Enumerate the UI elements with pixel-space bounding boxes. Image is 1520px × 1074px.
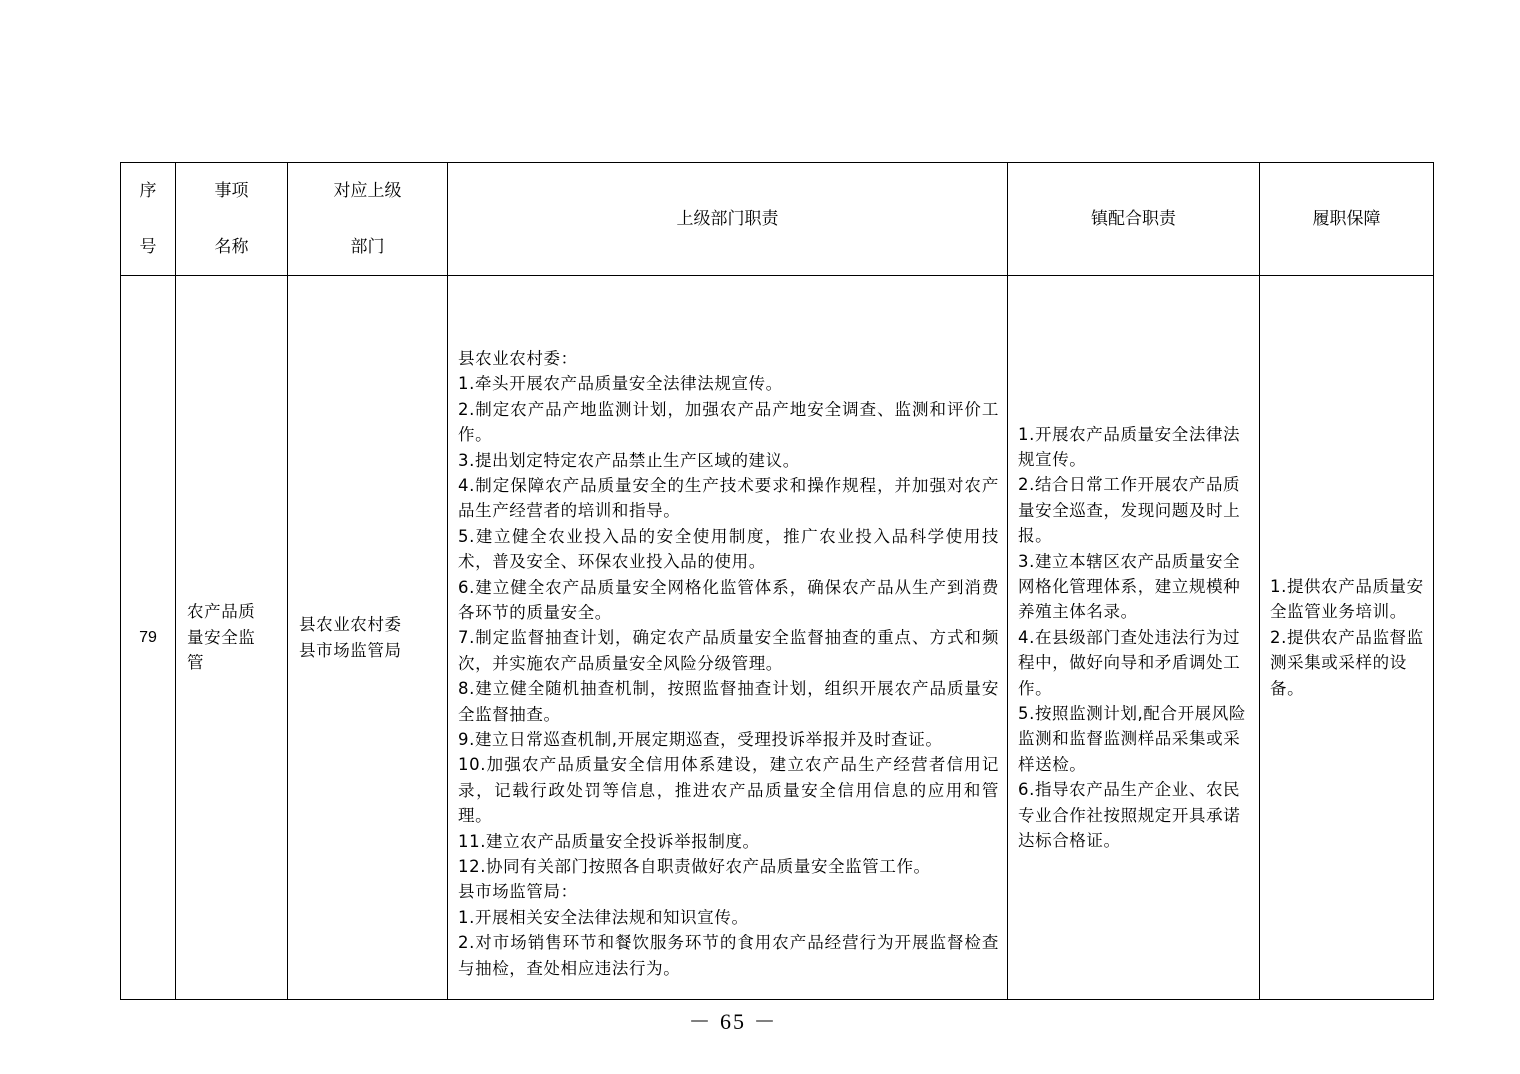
- header-item-line-2: 名称: [214, 237, 249, 257]
- page-number: － 65 －: [688, 1009, 778, 1034]
- dept-line: 县农业农村委: [299, 615, 402, 635]
- header-item-name: [176, 163, 288, 276]
- header-guarantee-label: 履职保障: [1312, 209, 1381, 229]
- town-duty-item: 1.开展农产品质量安全法律法规宣传。: [1018, 424, 1241, 469]
- town-duty-item: 6.指导农产品生产企业、农民专业合作社按照规定开具承诺达标合格证。: [1018, 780, 1241, 851]
- dept-line: 县市场监管局: [299, 640, 402, 660]
- upper-duty-item: 9.建立日常巡查机制,开展定期巡查，受理投诉举报并及时查证。: [458, 730, 943, 750]
- row-guarantees: [1260, 276, 1434, 1000]
- upper-duty-item: 12.协同有关部门按照各自职责做好农产品质量安全监管工作。: [458, 857, 931, 877]
- upper-duty-item: 6.建立健全农产品质量安全网格化监管体系，确保农产品从生产到消费各环节的质量安全。: [458, 577, 999, 622]
- guarantee-item: 2.提供农产品监督监测采集或采样的设备。: [1270, 627, 1424, 698]
- upper-duty-item: 7.制定监督抽查计划，确定农产品质量安全监督抽查的重点、方式和频次，并实施农产品质量安全风险分级管理。: [458, 628, 999, 673]
- row-seq: 79: [121, 276, 176, 1000]
- upper-duty-item: 2.制定农产品产地监测计划，加强农产品产地安全调查、监测和评价工作。: [458, 399, 999, 445]
- guarantee-item: 1.提供农产品质量安全监管业务培训。: [1270, 576, 1424, 622]
- duty-table: [120, 162, 1434, 1000]
- header-upper-duties: [448, 163, 1008, 276]
- upper-duty-item: 5.建立健全农业投入品的安全使用制度，推广农业投入品科学使用技术，普及安全、环保农业投入品的使用。: [458, 526, 999, 572]
- table-row: [121, 276, 1434, 1000]
- upper-duty-item: 1.开展相关安全法律法规和知识宣传。: [458, 907, 749, 927]
- upper-duty-item: 10.加强农产品质量安全信用体系建设，建立农产品生产经营者信用记录，记载行政处罚等信息，推进农产品质量安全信用信息的应用和管理。: [458, 755, 999, 826]
- header-seq: [121, 163, 176, 276]
- town-duty-item: 4.在县级部门查处违法行为过程中，做好向导和矛盾调处工作。: [1018, 627, 1241, 698]
- header-town-duties: [1008, 163, 1260, 276]
- row-item-name: [176, 276, 288, 1000]
- item-name-line: 管: [187, 653, 205, 673]
- upper-duty-item: 县市场监管局：: [458, 882, 578, 902]
- header-dept-line-2: 部门: [350, 237, 385, 257]
- header-row: [121, 163, 1434, 276]
- header-seq-line-1: 序: [139, 181, 157, 201]
- header-town-label: 镇配合职责: [1091, 209, 1176, 229]
- header-seq-line-2: 号: [139, 237, 157, 257]
- header-dept: [288, 163, 448, 276]
- header-dept-line-1: 对应上级: [333, 181, 402, 201]
- upper-duty-item: 县农业农村委：: [458, 348, 578, 368]
- row-depts: [288, 276, 448, 1000]
- header-item-line-1: 事项: [214, 181, 249, 201]
- row-upper-duties: [448, 276, 1008, 1000]
- upper-duty-item: 11.建立农产品质量安全投诉举报制度。: [458, 831, 760, 851]
- upper-duty-item: 1.牵头开展农产品质量安全法律法规宣传。: [458, 374, 783, 394]
- town-duty-item: 5.按照监测计划,配合开展风险监测和监督监测样品采集或采样送检。: [1018, 704, 1246, 774]
- upper-duty-item: 8.建立健全随机抽查机制，按照监督抽查计划，组织开展农产品质量安全监督抽查。: [458, 679, 999, 724]
- header-guarantee: [1260, 163, 1434, 276]
- item-name-line: 量安全监: [187, 627, 256, 647]
- row-town-duties: [1008, 276, 1260, 1000]
- upper-duty-item: 3.提出划定特定农产品禁止生产区域的建议。: [458, 450, 800, 470]
- upper-duty-item: 4.制定保障农产品质量安全的生产技术要求和操作规程，并加强对农产品生产经营者的培训和指导。: [458, 475, 999, 521]
- upper-duty-item: 2.对市场销售环节和餐饮服务环节的食用农产品经营行为开展监督检查与抽检，查处相应违法行为。: [458, 933, 999, 978]
- town-duty-item: 3.建立本辖区农产品质量安全网格化管理体系，建立规模种养殖主体名录。: [1018, 551, 1241, 622]
- item-name-line: 农产品质: [187, 602, 256, 622]
- header-upper-label: 上级部门职责: [676, 209, 779, 229]
- town-duty-item: 2.结合日常工作开展农产品质量安全巡查，发现问题及时上报。: [1018, 475, 1241, 546]
